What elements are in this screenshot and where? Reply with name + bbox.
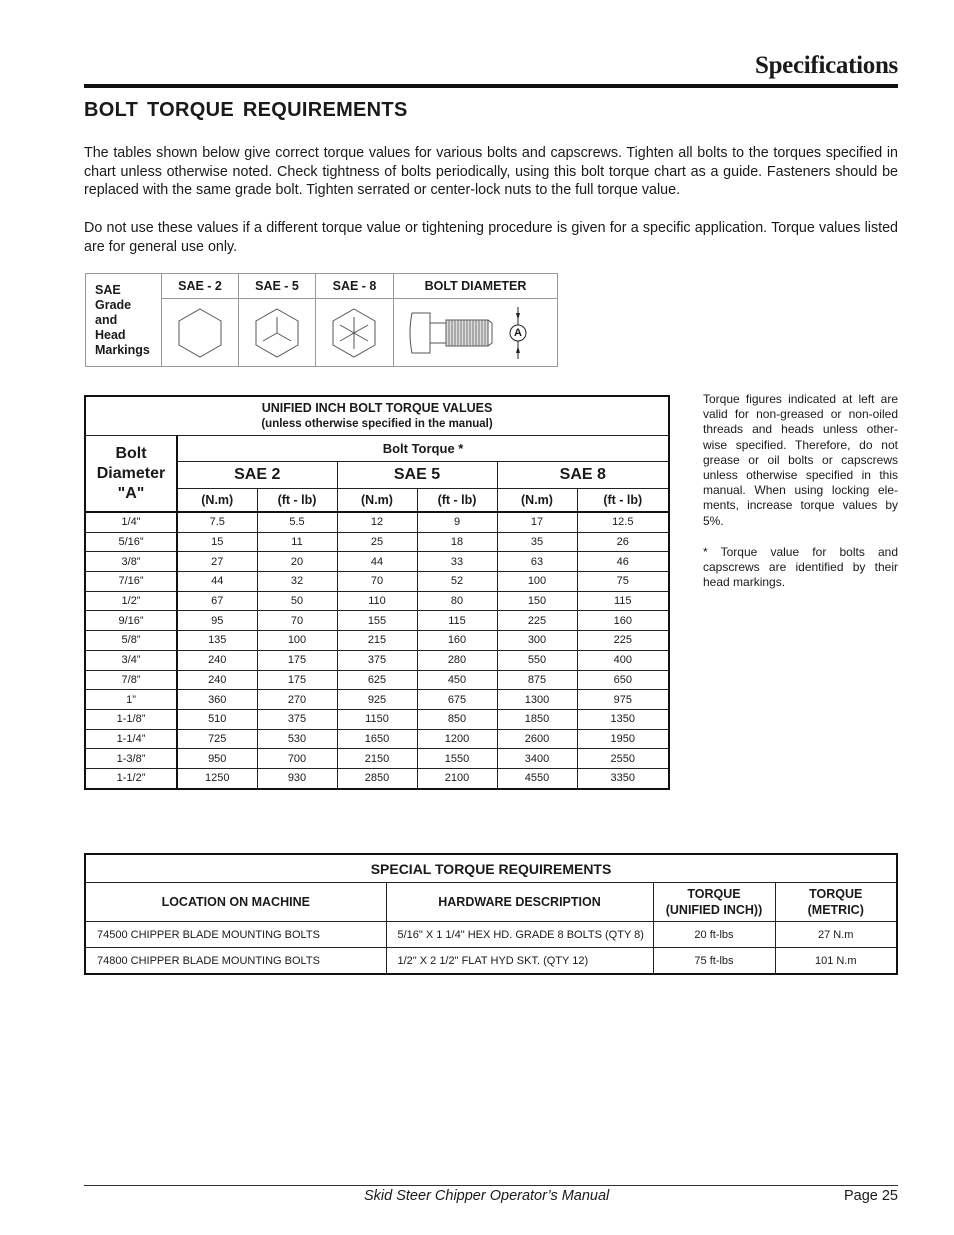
table-row (85, 709, 669, 729)
torque-value-cell: 225 (497, 611, 577, 631)
torque-value-cell: 375 (337, 650, 417, 670)
special-table-title: SPECIAL TORQUE REQUIREMENTS (85, 854, 897, 883)
table-row (85, 670, 669, 690)
markings-label-line: and (95, 313, 118, 327)
unit-header: (ft - lb) (257, 489, 337, 513)
torque-value-cell: 375 (257, 709, 337, 729)
torque-value-cell: 26 (577, 532, 669, 552)
torque-value-cell: 300 (497, 631, 577, 651)
torque-value-cell: 150 (497, 591, 577, 611)
torque-value-cell: 650 (577, 670, 669, 690)
torque-value-cell: 46 (577, 552, 669, 572)
sae8-head-icon (316, 299, 393, 366)
markings-label-line: Markings (95, 343, 150, 357)
torque-table-subtitle: (unless otherwise specified in the manual) (261, 418, 493, 430)
torque-value-cell: 1150 (337, 709, 417, 729)
torque-value-cell: 75 (577, 572, 669, 592)
bolt-size-cell: 1-1/8” (85, 709, 177, 729)
torque-inch-header-line: (UNIFIED INCH)) (665, 903, 763, 917)
location-cell: 74800 CHIPPER BLADE MOUNTING BOLTS (85, 948, 386, 975)
torque-value-cell: 33 (417, 552, 497, 572)
torque-inch-cell: 20 ft-lbs (653, 922, 775, 948)
table-row (85, 611, 669, 631)
torque-value-cell: 875 (497, 670, 577, 690)
torque-value-cell: 9 (417, 512, 497, 532)
torque-value-cell: 17 (497, 512, 577, 532)
torque-value-cell: 32 (257, 572, 337, 592)
sae5-cell (239, 274, 316, 366)
torque-value-cell: 4550 (497, 768, 577, 788)
bolt-diameter-header-line: "A" (117, 484, 145, 502)
torque-table-caption (85, 396, 669, 436)
torque-value-cell: 70 (257, 611, 337, 631)
table-row (85, 512, 669, 532)
markings-label-line: Head (95, 328, 126, 342)
torque-value-cell: 155 (337, 611, 417, 631)
torque-value-cell: 52 (417, 572, 497, 592)
bolt-size-cell: 9/16” (85, 611, 177, 631)
torque-value-cell: 5.5 (257, 512, 337, 532)
torque-metric-cell: 27 N.m (775, 922, 897, 948)
sae8-cell (316, 274, 394, 366)
torque-value-cell: 2550 (577, 749, 669, 769)
torque-table-title: UNIFIED INCH BOLT TORQUE VALUES (261, 401, 493, 415)
header-rule (84, 84, 898, 88)
bolt-size-cell: 3/4” (85, 650, 177, 670)
torque-metric-cell: 101 N.m (775, 948, 897, 975)
torque-value-cell: 850 (417, 709, 497, 729)
bolt-size-cell: 1/4" (85, 512, 177, 532)
unit-header: (ft - lb) (577, 489, 669, 513)
torque-value-cell: 20 (257, 552, 337, 572)
bolt-size-cell: 1-1/4” (85, 729, 177, 749)
footer-rule (84, 1185, 898, 1186)
torque-value-cell: 950 (177, 749, 257, 769)
torque-value-cell: 63 (497, 552, 577, 572)
torque-value-cell: 450 (417, 670, 497, 690)
torque-value-cell: 18 (417, 532, 497, 552)
bolt-size-cell: 5/8” (85, 631, 177, 651)
bolt-torque-header: Bolt Torque * (177, 436, 669, 462)
torque-value-cell: 25 (337, 532, 417, 552)
unit-header: (N.m) (337, 489, 417, 513)
torque-value-cell: 2150 (337, 749, 417, 769)
hardware-cell: 5/16" X 1 1/4" HEX HD. GRADE 8 BOLTS (QTY 8) (386, 922, 653, 948)
torque-inch-header (653, 883, 775, 922)
torque-value-cell: 360 (177, 690, 257, 710)
bolt-diameter-label: BOLT DIAMETER (424, 279, 527, 293)
table-row (85, 532, 669, 552)
torque-value-cell: 240 (177, 670, 257, 690)
torque-value-cell: 2850 (337, 768, 417, 788)
torque-value-cell: 7.5 (177, 512, 257, 532)
torque-value-cell: 12 (337, 512, 417, 532)
grade-header-sae8: SAE 8 (497, 462, 669, 489)
markings-label-cell (86, 274, 162, 366)
sae5-label: SAE - 5 (255, 279, 299, 293)
footer-manual-title: Skid Steer Chipper Operator’s Manual (364, 1188, 610, 1204)
torque-value-cell: 3400 (497, 749, 577, 769)
torque-value-cell: 975 (577, 690, 669, 710)
torque-value-cell: 3350 (577, 768, 669, 788)
bolt-size-cell: 1-1/2” (85, 768, 177, 788)
torque-value-cell: 110 (337, 591, 417, 611)
torque-value-cell: 27 (177, 552, 257, 572)
torque-metric-header-line: (METRIC) (807, 903, 864, 917)
bolt-diameter-header-line: Diameter (96, 464, 166, 482)
hardware-header: HARDWARE DESCRIPTION (386, 883, 653, 922)
sae5-head-icon (239, 299, 315, 366)
torque-value-cell: 510 (177, 709, 257, 729)
special-table-body (85, 922, 897, 975)
torque-value-cell: 35 (497, 532, 577, 552)
torque-value-cell: 2100 (417, 768, 497, 788)
bolt-size-cell: 1-3/8” (85, 749, 177, 769)
bolt-size-cell: 7/16” (85, 572, 177, 592)
grade-header-sae5: SAE 5 (337, 462, 497, 489)
sae-markings-table (85, 273, 558, 367)
torque-value-cell: 70 (337, 572, 417, 592)
bolt-diameter-header-line: Bolt (115, 444, 147, 462)
sae2-label: SAE - 2 (178, 279, 222, 293)
bolt-size-cell: 5/16” (85, 532, 177, 552)
torque-value-cell: 175 (257, 650, 337, 670)
torque-value-cell: 50 (257, 591, 337, 611)
bolt-size-cell: 3/8” (85, 552, 177, 572)
torque-value-cell: 115 (417, 611, 497, 631)
torque-value-cell: 1950 (577, 729, 669, 749)
torque-value-cell: 160 (417, 631, 497, 651)
torque-value-cell: 215 (337, 631, 417, 651)
table-row (85, 690, 669, 710)
asterisk-footnote: * Torque value for bolts and capscrews are identified by their head markings. (703, 545, 898, 590)
torque-value-cell: 270 (257, 690, 337, 710)
table-row (85, 591, 669, 611)
torque-value-cell: 625 (337, 670, 417, 690)
unit-header: (ft - lb) (417, 489, 497, 513)
sae2-cell (162, 274, 239, 366)
torque-value-cell: 175 (257, 670, 337, 690)
table-row (85, 552, 669, 572)
sae2-head-icon (162, 299, 238, 366)
torque-metric-header-line: TORQUE (809, 887, 863, 901)
torque-inch-cell: 75 ft-lbs (653, 948, 775, 975)
torque-value-cell: 11 (257, 532, 337, 552)
torque-table-body (85, 512, 669, 789)
bolt-size-cell: 1/2” (85, 591, 177, 611)
torque-value-cell: 930 (257, 768, 337, 788)
torque-value-cell: 1250 (177, 768, 257, 788)
table-row (85, 768, 669, 788)
torque-value-cell: 925 (337, 690, 417, 710)
torque-value-cell: 725 (177, 729, 257, 749)
location-header: LOCATION ON MACHINE (85, 883, 386, 922)
torque-value-cell: 1850 (497, 709, 577, 729)
bolt-size-cell: 1” (85, 690, 177, 710)
unit-header: (N.m) (497, 489, 577, 513)
torque-value-cell: 67 (177, 591, 257, 611)
dimension-letter: A (514, 327, 522, 339)
torque-metric-header (775, 883, 897, 922)
table-row (85, 572, 669, 592)
markings-header-divider (162, 298, 557, 299)
torque-value-cell: 400 (577, 650, 669, 670)
unified-inch-torque-table (84, 395, 670, 790)
grade-header-sae2: SAE 2 (177, 462, 337, 489)
torque-value-cell: 100 (497, 572, 577, 592)
torque-value-cell: 100 (257, 631, 337, 651)
torque-value-cell: 160 (577, 611, 669, 631)
torque-value-cell: 12.5 (577, 512, 669, 532)
torque-value-cell: 700 (257, 749, 337, 769)
table-row (85, 729, 669, 749)
bolt-diameter-header (85, 436, 177, 513)
torque-value-cell: 80 (417, 591, 497, 611)
table-row (85, 749, 669, 769)
table-row (85, 631, 669, 651)
torque-value-cell: 675 (417, 690, 497, 710)
page-header-title: Specifications (754, 52, 898, 79)
torque-value-cell: 44 (337, 552, 417, 572)
section-title: BOLT TORQUE REQUIREMENTS (84, 99, 408, 121)
hardware-cell: 1/2" X 2 1/2" FLAT HYD SKT. (QTY 12) (386, 948, 653, 975)
markings-label-line: Grade (95, 298, 132, 312)
torque-value-cell: 1200 (417, 729, 497, 749)
special-torque-table (84, 853, 898, 975)
bolt-size-cell: 7/8” (85, 670, 177, 690)
markings-label (86, 274, 161, 358)
intro-paragraph-1: The tables shown below give correct torque values for various bolts and capscrews. Tighten all bolts to the torques specified in chart unless otherwise noted. Check tightness of bolts periodically, using this bolt torque chart as a guide. Fasteners should be replaced with the same grade bolt. Tighten serrated or center-lock nuts to the full torque value. (84, 145, 898, 198)
torque-value-cell: 115 (577, 591, 669, 611)
torque-value-cell: 44 (177, 572, 257, 592)
torque-value-cell: 240 (177, 650, 257, 670)
torque-value-cell: 95 (177, 611, 257, 631)
torque-value-cell: 1650 (337, 729, 417, 749)
torque-value-cell: 1550 (417, 749, 497, 769)
bolt-side-icon (394, 299, 557, 366)
intro-paragraph-2: Do not use these values if a different torque value or tightening procedure is given for a specific application. Torque values listed are for general use only. (84, 220, 898, 255)
torque-value-cell: 280 (417, 650, 497, 670)
unit-header: (N.m) (177, 489, 257, 513)
location-cell: 74500 CHIPPER BLADE MOUNTING BOLTS (85, 922, 386, 948)
torque-inch-header-line: TORQUE (687, 887, 741, 901)
torque-value-cell: 1350 (577, 709, 669, 729)
sae8-label: SAE - 8 (332, 279, 377, 293)
torque-value-cell: 225 (577, 631, 669, 651)
table-row (85, 948, 897, 975)
torque-value-cell: 135 (177, 631, 257, 651)
torque-value-cell: 530 (257, 729, 337, 749)
torque-side-note: Torque figures indicated at left are valid for non-greased or non-oiled threads and heads unless other-wise specified. Therefore, do not grease or oil bolts or capscrews unless otherwise specified in this manual. When using locking ele-ments, increase torque values by 5%. (703, 392, 898, 528)
torque-value-cell: 550 (497, 650, 577, 670)
torque-value-cell: 15 (177, 532, 257, 552)
footer-page-number: Page 25 (843, 1188, 898, 1204)
table-row (85, 922, 897, 948)
torque-value-cell: 2600 (497, 729, 577, 749)
torque-value-cell: 1300 (497, 690, 577, 710)
table-row (85, 650, 669, 670)
markings-label-line: SAE (95, 283, 121, 297)
bolt-diameter-cell (394, 274, 557, 366)
